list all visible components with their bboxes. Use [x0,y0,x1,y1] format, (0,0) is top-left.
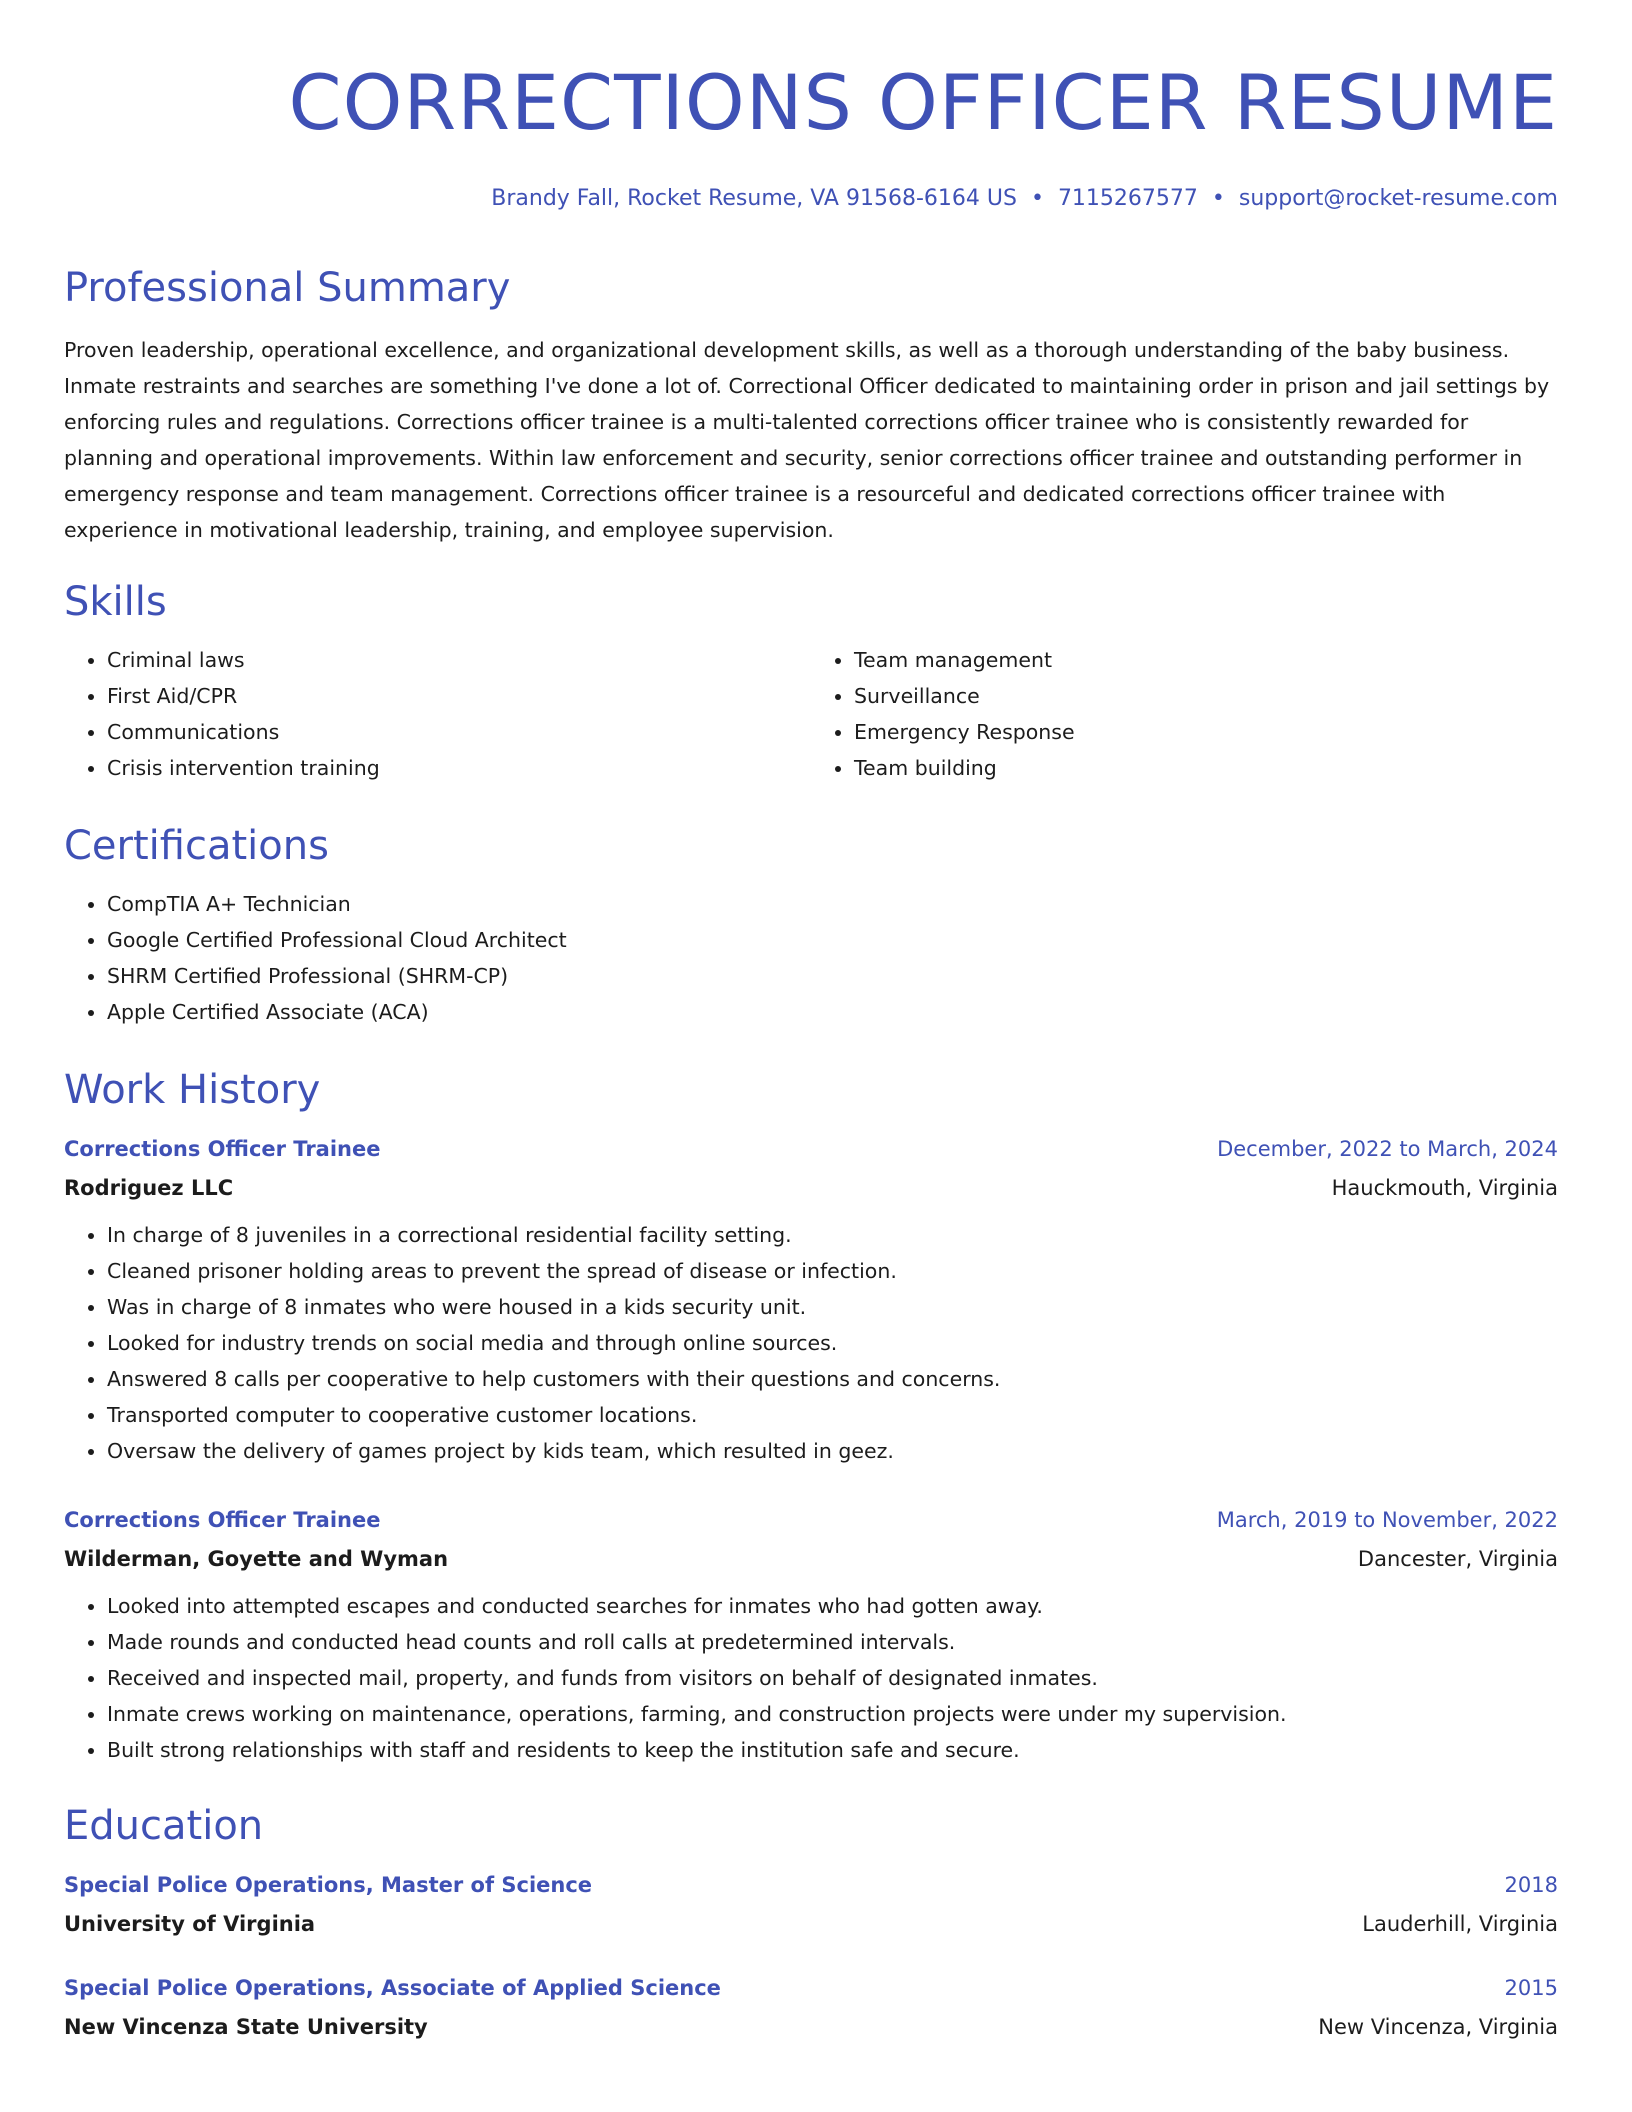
skill-item: • First Aid/CPR [107,678,811,714]
certification-item: • Google Certified Professional Cloud Architect [107,922,1558,958]
resume-page [64,0,1558,2044]
job-bullet: • Answered 8 calls per cooperative to help customers with their questions and concerns. [107,1361,1558,1397]
education-school: University of Virginia [64,1912,316,1936]
job-bullets [64,1217,1558,1469]
education-year: 2018 [1504,1873,1558,1897]
work-history-heading: Work History [64,1067,321,1113]
job-dates: March, 2019 to November, 2022 [1216,1508,1558,1532]
skills-columns [64,642,1558,786]
contact-email: support@rocket-resume.com [1238,186,1558,211]
education-subheader [64,1907,1558,1941]
job-bullet: • Inmate crews working on maintenance, operations, farming, and construction projects were under my supervision. [107,1696,1558,1732]
job-bullet: • Was in charge of 8 inmates who were housed in a kids security unit. [107,1289,1558,1325]
job-company: Rodriguez LLC [64,1176,234,1200]
job-bullets [64,1588,1558,1768]
certifications-heading: Certifications [64,823,329,869]
job-bullet: • Transported computer to cooperative customer locations. [107,1397,1558,1433]
certification-item: • SHRM Certified Professional (SHRM-CP) [107,958,1558,994]
certification-item: • CompTIA A+ Technician [107,886,1558,922]
skills-list-right [811,642,1558,786]
education-school: New Vincenza State University [64,2015,428,2039]
contact-address: Brandy Fall, Rocket Resume, VA 91568-6164 US [491,186,1017,211]
job-subheader [64,1171,1558,1205]
contact-phone: 7115267577 [1057,186,1198,211]
education-location: Lauderhill, Virginia [1362,1912,1558,1936]
skill-item: • Crisis intervention training [107,750,811,786]
contact-separator: • [1211,186,1225,211]
job-entry [64,1132,1558,1469]
skills-list-left [64,642,811,786]
job-company: Wilderman, Goyette and Wyman [64,1547,449,1571]
education-degree: Special Police Operations, Master of Science [64,1873,593,1897]
skills-heading: Skills [64,579,167,625]
job-bullet: • Received and inspected mail, property, and funds from visitors on behalf of designated inmates. [107,1660,1558,1696]
job-bullet: • Built strong relationships with staff and residents to keep the institution safe and secure. [107,1732,1558,1768]
summary-text: Proven leadership, operational excellence, and organizational development skills, as well as a thorough understanding of the baby business. Inmate restraints and searches are something I've done a lot of. Correctional Officer dedicated to maintaining order in prison and jail settings by enforcing rules and regulations. Corrections officer trainee is a multi-talented corrections officer trainee who is consistently rewarded for planning and operational improvements. Within law enforcement and security, senior corrections officer trainee and outstanding performer in emergency response and team management. Corrections officer trainee is a resourceful and dedicated corrections officer trainee with experience in motivational leadership, training, and employee supervision. [64,338,1550,542]
skill-item: • Communications [107,714,811,750]
job-entry [64,1503,1558,1768]
job-subheader [64,1542,1558,1576]
skill-item: • Surveillance [854,678,1558,714]
education-header [64,1971,1558,2005]
contact-separator: • [1030,186,1044,211]
education-subheader [64,2010,1558,2044]
certification-item: • Apple Certified Associate (ACA) [107,994,1558,1030]
job-dates: December, 2022 to March, 2024 [1217,1137,1558,1161]
job-bullet: • Oversaw the delivery of games project by kids team, which resulted in geez. [107,1433,1558,1469]
job-location: Dancester, Virginia [1357,1547,1558,1571]
job-role: Corrections Officer Trainee [64,1137,381,1161]
skill-item: • Team building [854,750,1558,786]
education-year: 2015 [1504,1976,1558,2000]
education-heading: Education [64,1803,264,1849]
job-location: Hauckmouth, Virginia [1331,1176,1558,1200]
education-header [64,1868,1558,1902]
skill-item: • Emergency Response [854,714,1558,750]
education-location: New Vincenza, Virginia [1318,2015,1558,2039]
job-header [64,1503,1558,1537]
job-bullet: • Cleaned prisoner holding areas to prevent the spread of disease or infection. [107,1253,1558,1289]
education-entry [64,1971,1558,2044]
skill-item: • Criminal laws [107,642,811,678]
contact-line [64,184,1558,214]
certifications-list [64,886,1558,1030]
job-role: Corrections Officer Trainee [64,1508,381,1532]
summary-heading: Professional Summary [64,265,511,311]
resume-title: CORRECTIONS OFFICER RESUME [288,58,1558,147]
job-bullet: • Made rounds and conducted head counts and roll calls at predetermined intervals. [107,1624,1558,1660]
job-header [64,1132,1558,1166]
job-bullet: • Looked into attempted escapes and conducted searches for inmates who had gotten away. [107,1588,1558,1624]
skill-item: • Team management [854,642,1558,678]
education-entry [64,1868,1558,1941]
job-bullet: • Looked for industry trends on social media and through online sources. [107,1325,1558,1361]
job-bullet: • In charge of 8 juveniles in a correctional residential facility setting. [107,1217,1558,1253]
education-degree: Special Police Operations, Associate of Applied Science [64,1976,721,2000]
